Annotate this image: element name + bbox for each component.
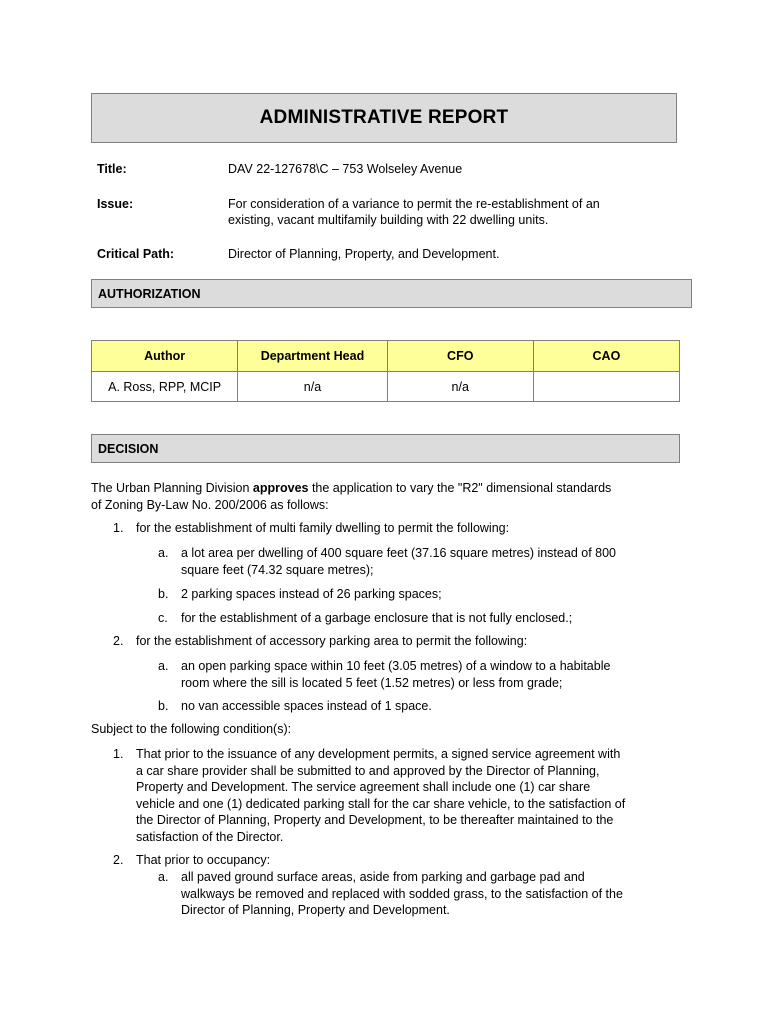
list-subitem-line1: 2 parking spaces instead of 26 parking spaces; (181, 587, 442, 601)
field-value-issue-line1: For consideration of a variance to permit the re-establishment of an (228, 197, 600, 211)
list-marker: 1. (113, 747, 124, 761)
decision-intro-before: The Urban Planning Division (91, 481, 253, 495)
auth-cell-department-head: n/a (238, 372, 387, 402)
list-marker: a. (158, 546, 169, 560)
list-subitem-line1: an open parking space within 10 feet (3.05 metres) of a window to a habitable (181, 659, 611, 673)
list-marker: 2. (113, 634, 124, 648)
condition-line: satisfaction of the Director. (136, 829, 284, 844)
authorization-data-row (92, 372, 680, 402)
list-subitem-line1: for the establishment of a garbage enclosure that is not fully enclosed.; (181, 611, 573, 625)
authorization-header-row (92, 341, 680, 372)
condition-subitem-text (181, 869, 681, 919)
condition-line: a car share provider shall be submitted to and approved by the Director of Planning, (136, 763, 600, 778)
authorization-title: AUTHORIZATION (98, 286, 201, 301)
auth-header-author: Author (92, 341, 238, 372)
condition-line: walkways be removed and replaced with sodded grass, to the satisfaction of the (181, 886, 623, 901)
list-subitem-line1: no van accessible spaces instead of 1 space. (181, 699, 432, 713)
decision-intro-after: the application to vary the "R2" dimensional standards (308, 481, 612, 495)
auth-header-cfo: CFO (387, 341, 533, 372)
list-marker: b. (158, 587, 169, 601)
list-marker: a. (158, 870, 169, 884)
decision-section-bar (91, 434, 680, 463)
auth-header-department-head: Department Head (238, 341, 387, 372)
condition-line: That prior to the issuance of any development permits, a signed service agreement with (136, 747, 621, 761)
list-item-text: for the establishment of accessory parking area to permit the following: (136, 634, 528, 648)
list-item-text: for the establishment of multi family dwelling to permit the following: (136, 521, 510, 535)
auth-header-cao: CAO (533, 341, 679, 372)
auth-cell-author: A. Ross, RPP, MCIP (92, 372, 238, 402)
list-subitem-line1: a lot area per dwelling of 400 square feet (37.16 square metres) instead of 800 (181, 546, 616, 560)
field-value-critical-path: Director of Planning, Property, and Development. (228, 247, 500, 261)
condition-line: vehicle and one (1) dedicated parking stall for the car share vehicle, to the satisfaction of (136, 796, 626, 811)
decision-intro-line2: of Zoning By-Law No. 200/2006 as follows: (91, 497, 329, 512)
condition-line: all paved ground surface areas, aside from parking and garbage pad and (181, 870, 585, 884)
list-subitem-line2: room where the sill is located 5 feet (1.52 metres) or less from grade; (181, 675, 563, 690)
authorization-section-bar (91, 279, 692, 308)
decision-intro-line1 (91, 480, 681, 497)
field-value-issue-line2: existing, vacant multifamily building with 22 dwelling units. (228, 213, 549, 227)
field-label-critical-path: Critical Path: (97, 247, 175, 261)
condition-text: That prior to occupancy: (136, 853, 271, 867)
condition-line: the Director of Planning, Property and Development, to be thereafter maintained to the (136, 813, 614, 827)
field-value-title: DAV 22-127678\C – 753 Wolseley Avenue (228, 162, 463, 176)
list-subitem-line2: square feet (74.32 square metres); (181, 562, 374, 577)
auth-cell-cfo: n/a (387, 372, 533, 402)
list-marker: c. (158, 611, 168, 625)
list-marker: b. (158, 699, 169, 713)
list-marker: 2. (113, 853, 124, 867)
decision-intro (91, 480, 681, 513)
field-label-title: Title: (97, 162, 127, 176)
condition-text (136, 746, 686, 845)
condition-line: Property and Development. The service agreement shall include one (1) car share (136, 780, 591, 794)
field-label-issue: Issue: (97, 197, 134, 211)
list-marker: 1. (113, 521, 124, 535)
report-heading: ADMINISTRATIVE REPORT (259, 107, 509, 128)
condition-line: Director of Planning, Property and Development. (181, 903, 450, 917)
authorization-table (91, 340, 680, 402)
report-title-box (91, 93, 677, 143)
conditions-intro: Subject to the following condition(s): (91, 722, 292, 736)
list-marker: a. (158, 659, 169, 673)
decision-intro-approves: approves (252, 481, 309, 495)
auth-cell-cao (533, 372, 679, 402)
decision-title: DECISION (98, 441, 159, 456)
